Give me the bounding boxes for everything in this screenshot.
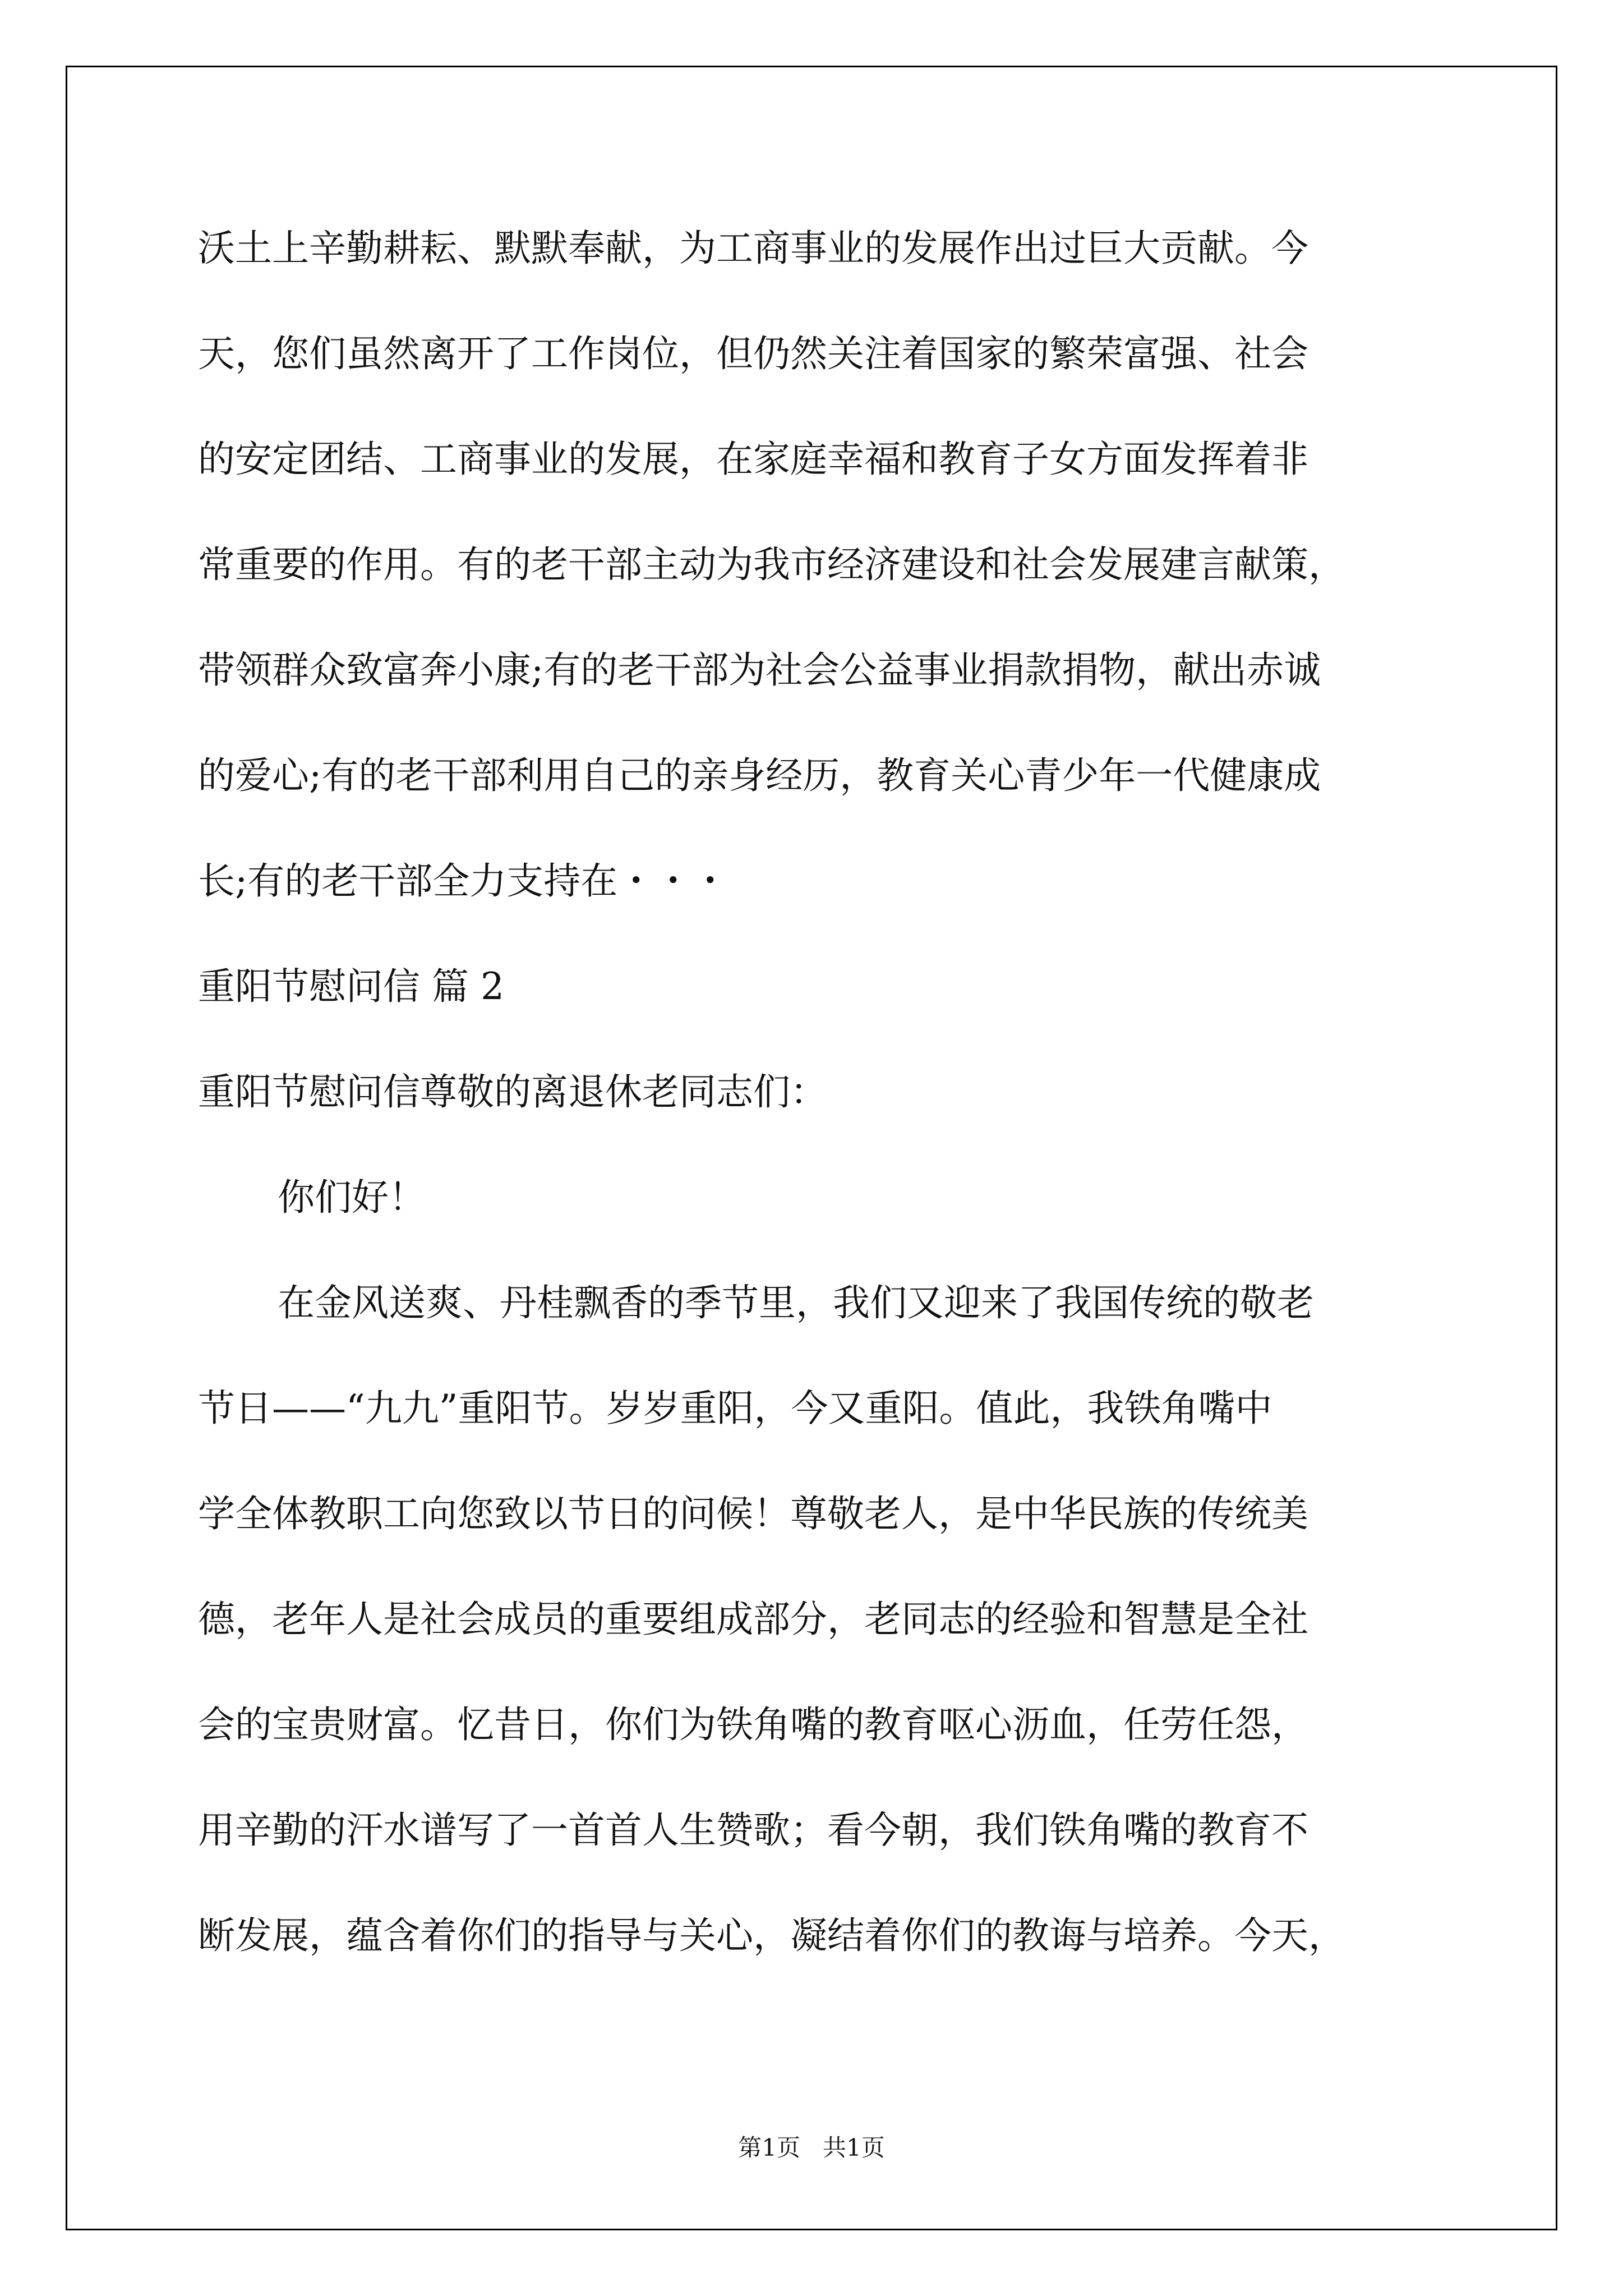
salutation: 重阳节慰问信尊敬的离退休老同志们： — [198, 1070, 827, 1114]
body-line: 用辛勤的汗水谱写了一首首人生赞歌；看今朝，我们铁角嘴的教育不 — [198, 1809, 1308, 1852]
paragraph-line: 长;有的老干部全力支持在・・・ — [198, 859, 729, 903]
body-line: 断发展，蕴含着你们的指导与关心，凝结着你们的教诲与培养。今天， — [198, 1914, 1345, 1957]
greeting: 你们好！ — [278, 1176, 426, 1219]
body-line: 在金风送爽、丹桂飘香的季节里，我们又迎来了我国传统的敬老 — [278, 1281, 1314, 1324]
paragraph-line: 天，您们虽然离开了工作岗位，但仍然关注着国家的繁荣富强、社会 — [198, 332, 1308, 375]
page-border — [66, 66, 1557, 2230]
body-line: 节日——“九九”重阳节。岁岁重阳，今又重阳。值此，我铁角嘴中 — [198, 1387, 1272, 1430]
paragraph-line: 带领群众致富奔小康;有的老干部为社会公益事业捐款捐物，献出赤诚 — [198, 648, 1321, 692]
paragraph-line: 常重要的作用。有的老干部主动为我市经济建设和社会发展建言献策， — [198, 543, 1345, 586]
paragraph-line: 的爱心;有的老干部利用自己的亲身经历，教育关心青少年一代健康成 — [198, 754, 1321, 797]
body-line: 德，老年人是社会成员的重要组成部分，老同志的经验和智慧是全社 — [198, 1598, 1308, 1641]
paragraph-line: 的安定团结、工商事业的发展，在家庭幸福和教育子女方面发挥着非 — [198, 438, 1308, 481]
section-heading: 重阳节慰问信 篇 2 — [198, 965, 504, 1008]
paragraph-line: 沃土上辛勤耕耘、默默奉献，为工商事业的发展作出过巨大贡献。今 — [198, 227, 1308, 270]
body-line: 会的宝贵财富。忆昔日，你们为铁角嘴的教育呕心沥血，任劳任怨， — [198, 1703, 1308, 1746]
body-line: 学全体教职工向您致以节日的问候！尊敬老人，是中华民族的传统美 — [198, 1492, 1308, 1535]
page-footer: 第1页 共1页 — [738, 2134, 885, 2161]
